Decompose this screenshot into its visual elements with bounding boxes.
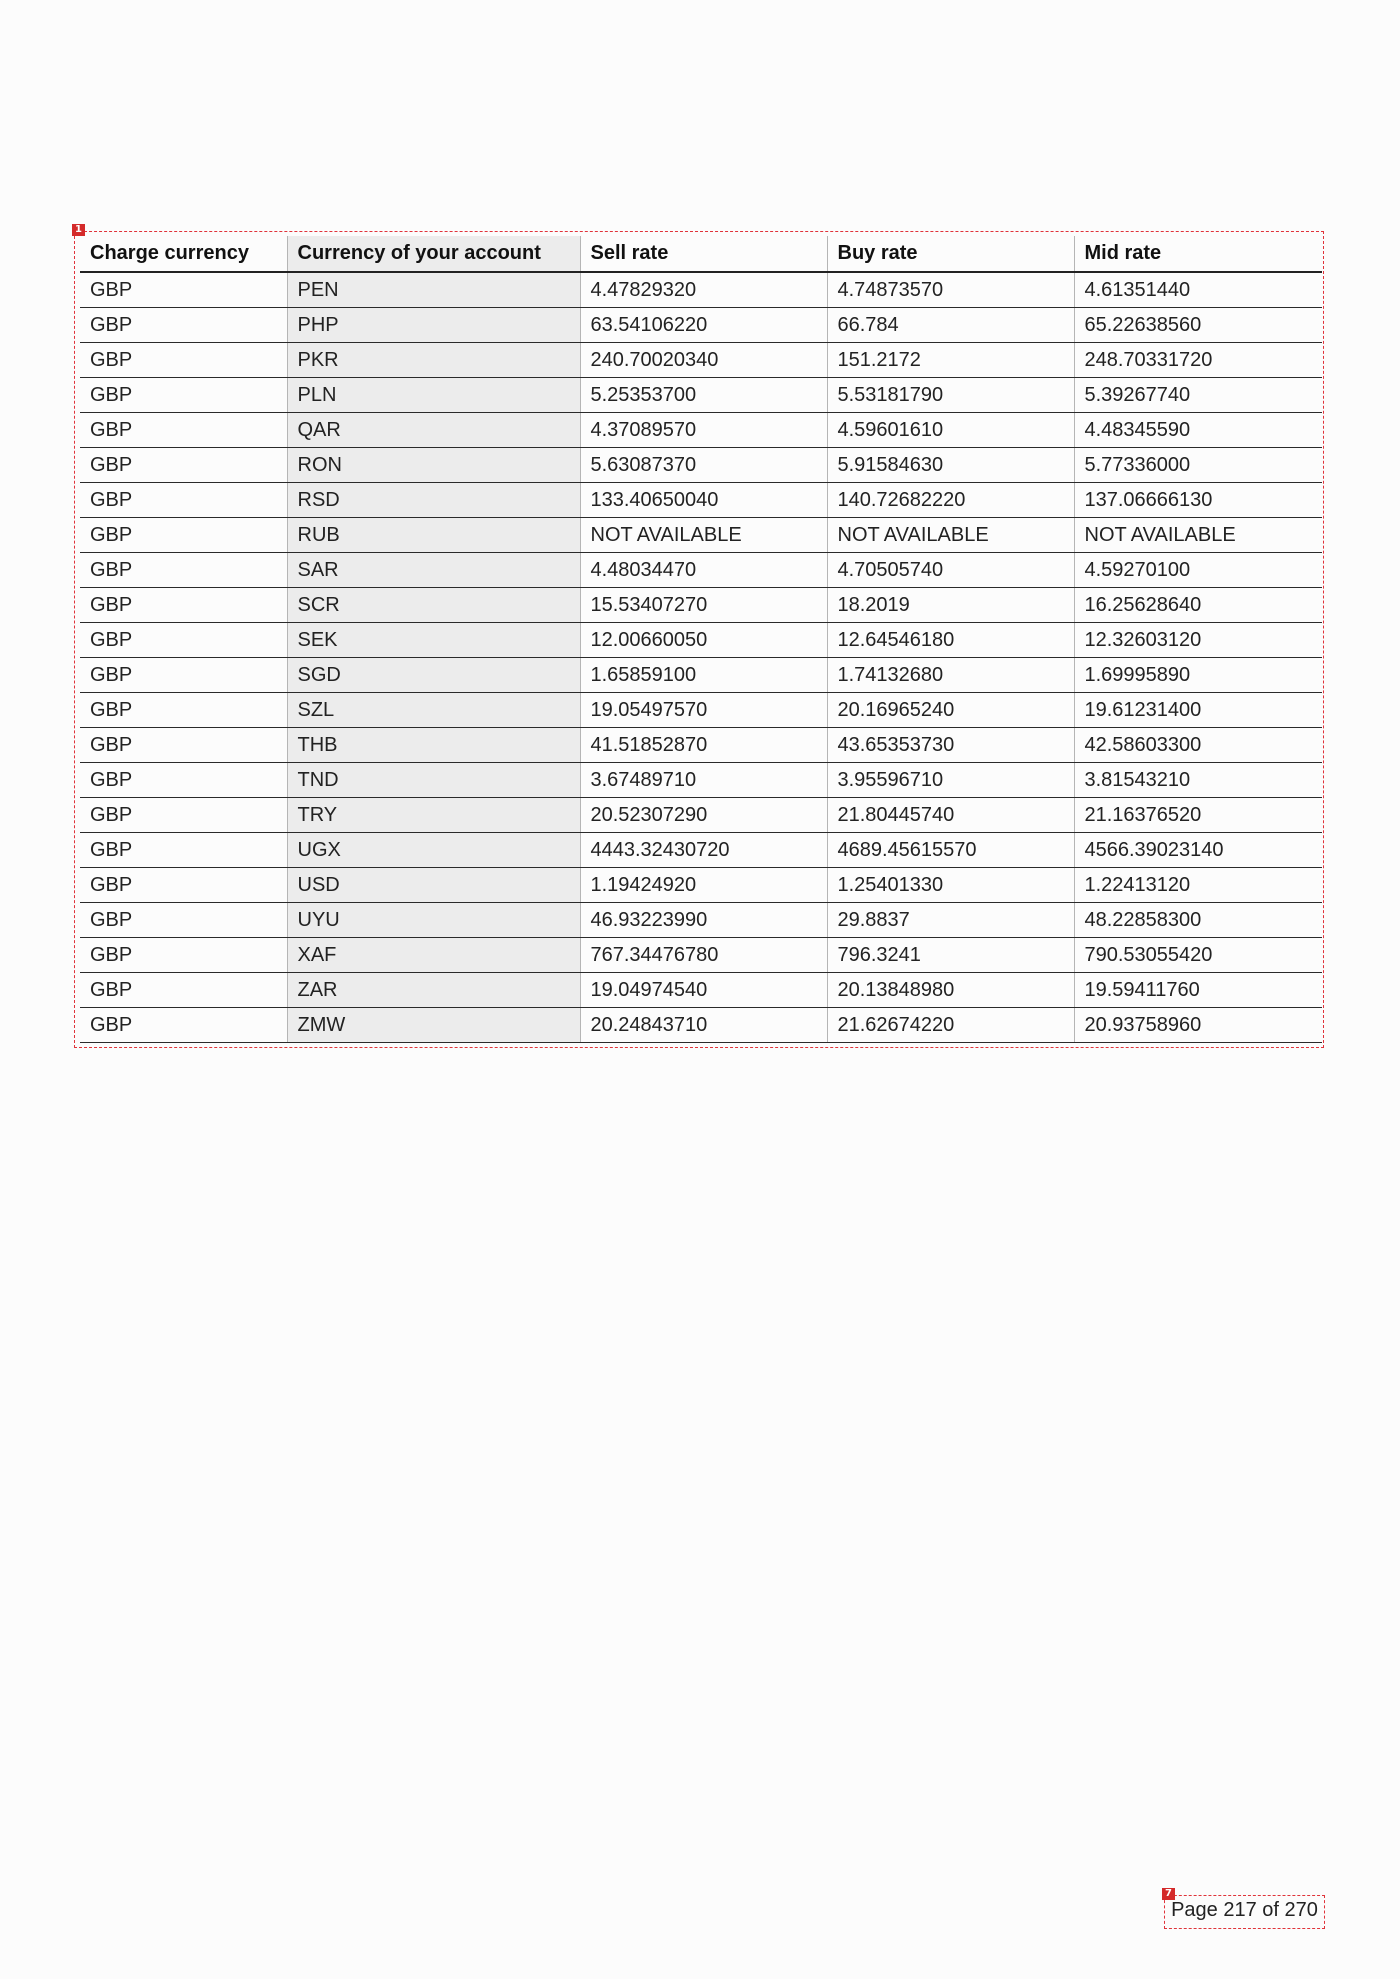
cell-charge-currency: GBP: [80, 938, 287, 973]
cell-mid-rate: 4566.39023140: [1074, 833, 1322, 868]
cell-mid-rate: 16.25628640: [1074, 588, 1322, 623]
cell-account-currency: UGX: [287, 833, 580, 868]
table-row: [80, 308, 1322, 343]
cell-buy-rate: 4.70505740: [827, 553, 1074, 588]
cell-sell-rate: 1.19424920: [580, 868, 827, 903]
cell-account-currency: XAF: [287, 938, 580, 973]
exchange-rate-table: [80, 236, 1322, 1043]
header-buy-rate: Buy rate: [827, 236, 1074, 272]
cell-buy-rate: 43.65353730: [827, 728, 1074, 763]
cell-charge-currency: GBP: [80, 343, 287, 378]
cell-charge-currency: GBP: [80, 378, 287, 413]
cell-charge-currency: GBP: [80, 448, 287, 483]
cell-mid-rate: 20.93758960: [1074, 1008, 1322, 1043]
table-row: [80, 413, 1322, 448]
table-row: [80, 763, 1322, 798]
table-row: [80, 728, 1322, 763]
cell-buy-rate: 20.16965240: [827, 693, 1074, 728]
table-row: [80, 448, 1322, 483]
cell-mid-rate: 65.22638560: [1074, 308, 1322, 343]
header-mid-rate: Mid rate: [1074, 236, 1322, 272]
cell-buy-rate: 66.784: [827, 308, 1074, 343]
cell-sell-rate: 19.04974540: [580, 973, 827, 1008]
cell-account-currency: PLN: [287, 378, 580, 413]
cell-sell-rate: 240.70020340: [580, 343, 827, 378]
cell-account-currency: RON: [287, 448, 580, 483]
cell-account-currency: TRY: [287, 798, 580, 833]
cell-buy-rate: 796.3241: [827, 938, 1074, 973]
cell-buy-rate: 5.53181790: [827, 378, 1074, 413]
cell-mid-rate: NOT AVAILABLE: [1074, 518, 1322, 553]
header-account-currency: Currency of your account: [287, 236, 580, 272]
cell-account-currency: SAR: [287, 553, 580, 588]
cell-sell-rate: 4.48034470: [580, 553, 827, 588]
cell-buy-rate: NOT AVAILABLE: [827, 518, 1074, 553]
table-row: [80, 518, 1322, 553]
cell-mid-rate: 42.58603300: [1074, 728, 1322, 763]
cell-sell-rate: 5.63087370: [580, 448, 827, 483]
cell-account-currency: RUB: [287, 518, 580, 553]
cell-sell-rate: 46.93223990: [580, 903, 827, 938]
cell-charge-currency: GBP: [80, 413, 287, 448]
cell-buy-rate: 5.91584630: [827, 448, 1074, 483]
cell-sell-rate: 3.67489710: [580, 763, 827, 798]
cell-charge-currency: GBP: [80, 272, 287, 308]
header-sell-rate: Sell rate: [580, 236, 827, 272]
cell-charge-currency: GBP: [80, 868, 287, 903]
cell-account-currency: QAR: [287, 413, 580, 448]
cell-mid-rate: 248.70331720: [1074, 343, 1322, 378]
cell-charge-currency: GBP: [80, 728, 287, 763]
cell-mid-rate: 1.69995890: [1074, 658, 1322, 693]
header-charge-currency: Charge currency: [80, 236, 287, 272]
table-row: [80, 798, 1322, 833]
table-row: [80, 272, 1322, 308]
cell-charge-currency: GBP: [80, 903, 287, 938]
cell-buy-rate: 21.80445740: [827, 798, 1074, 833]
table-row: [80, 483, 1322, 518]
cell-charge-currency: GBP: [80, 973, 287, 1008]
table-row: [80, 973, 1322, 1008]
cell-buy-rate: 29.8837: [827, 903, 1074, 938]
cell-buy-rate: 151.2172: [827, 343, 1074, 378]
cell-sell-rate: 15.53407270: [580, 588, 827, 623]
cell-sell-rate: 12.00660050: [580, 623, 827, 658]
cell-buy-rate: 4.59601610: [827, 413, 1074, 448]
cell-charge-currency: GBP: [80, 798, 287, 833]
cell-sell-rate: 1.65859100: [580, 658, 827, 693]
cell-buy-rate: 12.64546180: [827, 623, 1074, 658]
table-row: [80, 588, 1322, 623]
cell-buy-rate: 1.74132680: [827, 658, 1074, 693]
cell-sell-rate: 5.25353700: [580, 378, 827, 413]
cell-mid-rate: 19.61231400: [1074, 693, 1322, 728]
cell-mid-rate: 137.06666130: [1074, 483, 1322, 518]
cell-charge-currency: GBP: [80, 308, 287, 343]
cell-buy-rate: 3.95596710: [827, 763, 1074, 798]
table-row: [80, 903, 1322, 938]
cell-buy-rate: 20.13848980: [827, 973, 1074, 1008]
cell-sell-rate: 767.34476780: [580, 938, 827, 973]
cell-charge-currency: GBP: [80, 518, 287, 553]
cell-sell-rate: 20.24843710: [580, 1008, 827, 1043]
cell-account-currency: PEN: [287, 272, 580, 308]
table-body: [80, 272, 1322, 1043]
cell-charge-currency: GBP: [80, 483, 287, 518]
cell-mid-rate: 4.59270100: [1074, 553, 1322, 588]
cell-sell-rate: 41.51852870: [580, 728, 827, 763]
table-row: [80, 693, 1322, 728]
cell-sell-rate: 20.52307290: [580, 798, 827, 833]
cell-buy-rate: 4.74873570: [827, 272, 1074, 308]
footer-region-outline: [1164, 1888, 1325, 1929]
cell-sell-rate: 63.54106220: [580, 308, 827, 343]
cell-sell-rate: 4.37089570: [580, 413, 827, 448]
cell-charge-currency: GBP: [80, 553, 287, 588]
cell-buy-rate: 21.62674220: [827, 1008, 1074, 1043]
table-row: [80, 623, 1322, 658]
cell-mid-rate: 4.61351440: [1074, 272, 1322, 308]
cell-account-currency: SEK: [287, 623, 580, 658]
cell-charge-currency: GBP: [80, 1008, 287, 1043]
cell-mid-rate: 5.39267740: [1074, 378, 1322, 413]
cell-account-currency: UYU: [287, 903, 580, 938]
table-row: [80, 868, 1322, 903]
cell-mid-rate: 4.48345590: [1074, 413, 1322, 448]
region-tag-footer: 7: [1162, 1888, 1175, 1900]
cell-sell-rate: NOT AVAILABLE: [580, 518, 827, 553]
cell-account-currency: SCR: [287, 588, 580, 623]
cell-account-currency: PHP: [287, 308, 580, 343]
table-row: [80, 1008, 1322, 1043]
cell-sell-rate: 19.05497570: [580, 693, 827, 728]
region-tag-table: 1: [72, 224, 85, 236]
cell-buy-rate: 140.72682220: [827, 483, 1074, 518]
table-row: [80, 553, 1322, 588]
cell-account-currency: SGD: [287, 658, 580, 693]
table-row: [80, 378, 1322, 413]
cell-sell-rate: 4.47829320: [580, 272, 827, 308]
cell-mid-rate: 12.32603120: [1074, 623, 1322, 658]
cell-charge-currency: GBP: [80, 763, 287, 798]
cell-account-currency: THB: [287, 728, 580, 763]
cell-mid-rate: 19.59411760: [1074, 973, 1322, 1008]
cell-account-currency: ZMW: [287, 1008, 580, 1043]
cell-account-currency: RSD: [287, 483, 580, 518]
cell-charge-currency: GBP: [80, 833, 287, 868]
cell-charge-currency: GBP: [80, 658, 287, 693]
page-number: Page 217 of 270: [1171, 1899, 1318, 1921]
table-row: [80, 938, 1322, 973]
table-row: [80, 658, 1322, 693]
cell-buy-rate: 4689.45615570: [827, 833, 1074, 868]
cell-buy-rate: 18.2019: [827, 588, 1074, 623]
cell-mid-rate: 48.22858300: [1074, 903, 1322, 938]
cell-account-currency: TND: [287, 763, 580, 798]
cell-account-currency: SZL: [287, 693, 580, 728]
cell-charge-currency: GBP: [80, 623, 287, 658]
table-row: [80, 343, 1322, 378]
table-header-row: [80, 236, 1322, 272]
cell-mid-rate: 3.81543210: [1074, 763, 1322, 798]
cell-account-currency: ZAR: [287, 973, 580, 1008]
cell-sell-rate: 133.40650040: [580, 483, 827, 518]
cell-charge-currency: GBP: [80, 693, 287, 728]
cell-account-currency: PKR: [287, 343, 580, 378]
cell-account-currency: USD: [287, 868, 580, 903]
cell-mid-rate: 1.22413120: [1074, 868, 1322, 903]
table-row: [80, 833, 1322, 868]
cell-sell-rate: 4443.32430720: [580, 833, 827, 868]
cell-charge-currency: GBP: [80, 588, 287, 623]
cell-mid-rate: 790.53055420: [1074, 938, 1322, 973]
cell-mid-rate: 5.77336000: [1074, 448, 1322, 483]
cell-mid-rate: 21.16376520: [1074, 798, 1322, 833]
cell-buy-rate: 1.25401330: [827, 868, 1074, 903]
